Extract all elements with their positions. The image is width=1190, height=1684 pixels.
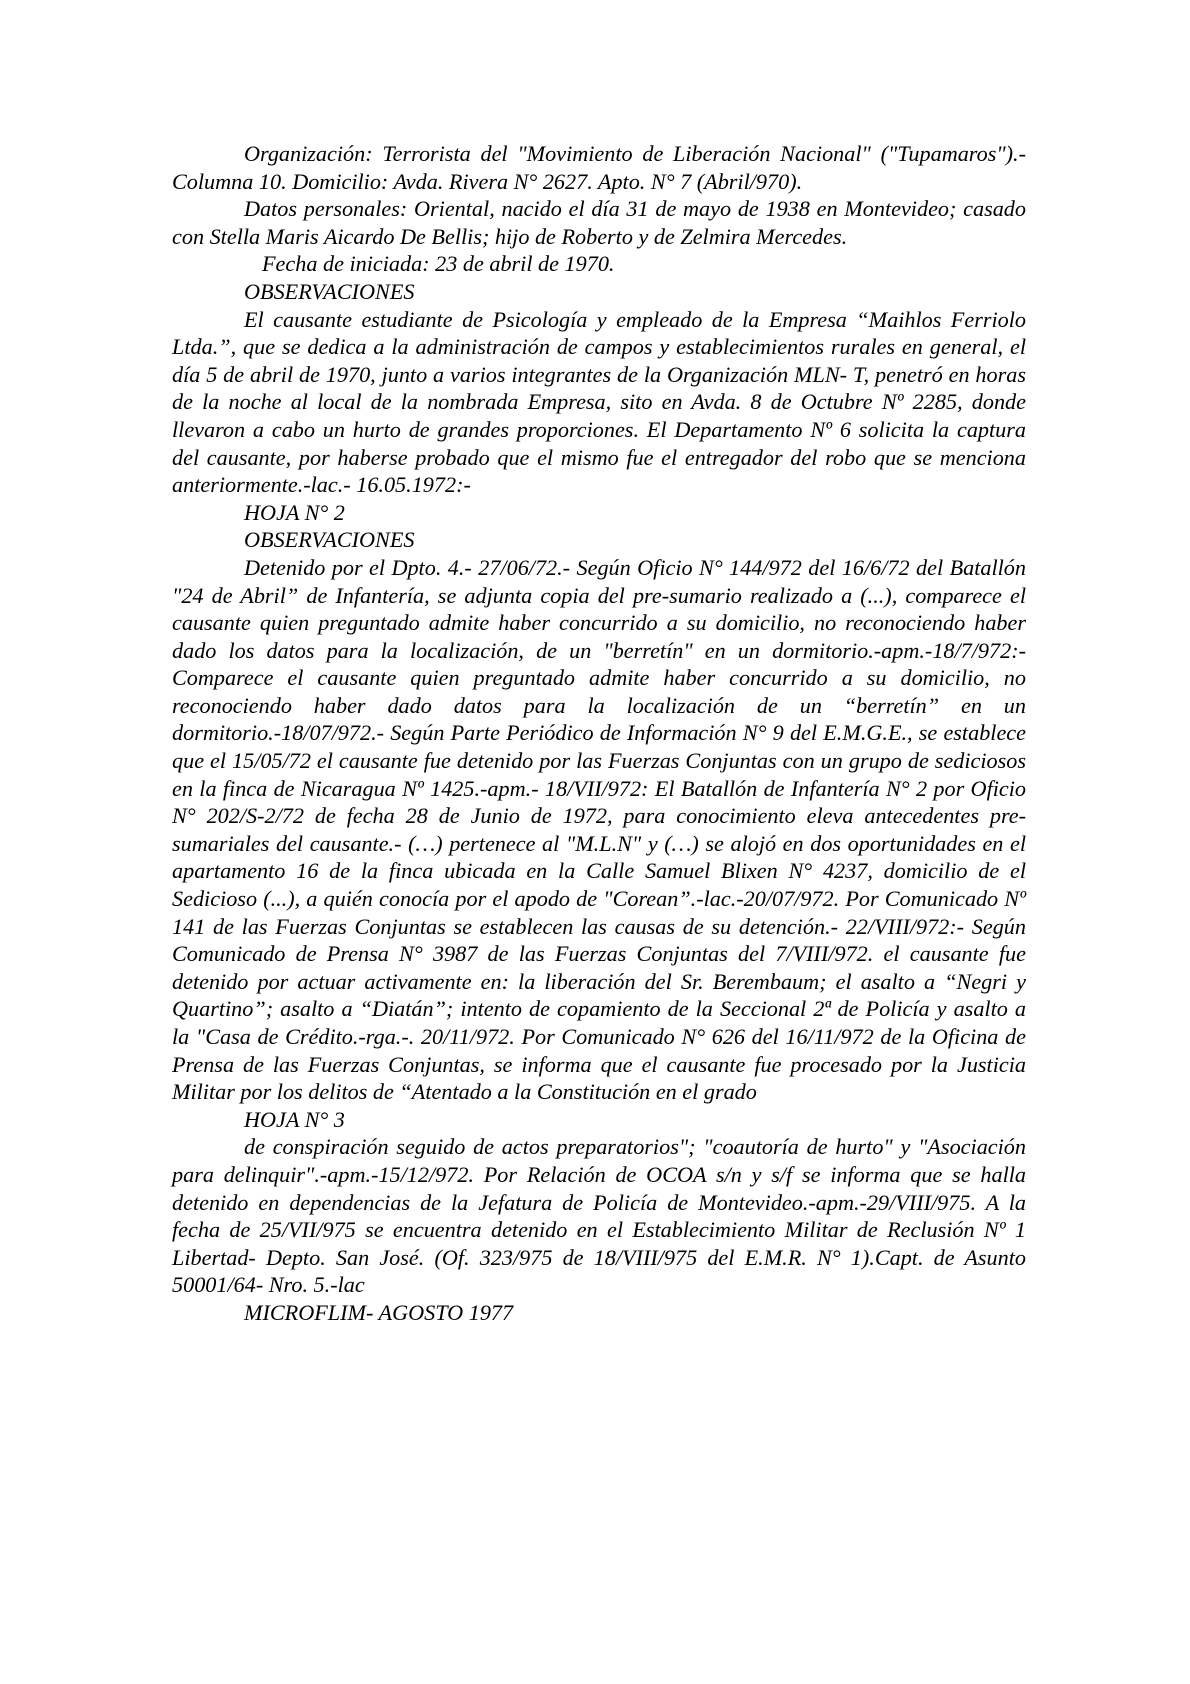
document-page xyxy=(172,140,1026,1327)
observations-heading: OBSERVACIONES xyxy=(244,278,415,304)
personal-data-paragraph: Datos personales: Oriental, nacido el día 31 de mayo de 1938 en Montevideo; casado con Stella Maris Aicardo De Bellis; hijo de Roberto y de Zelmira Mercedes. xyxy=(172,196,1026,249)
continuation-paragraph: de conspiración seguido de actos preparatorios"; "coautoría de hurto" y "Asociación para delinquir".-apm.-15/12/972. Por Relación de OCOA s/n y s/f se informa que se halla detenido en dependencias de la Jefatura de Policía de Montevideo.-apm.-29/VIII/975. A la fecha de 25/VII/975 se encuentra detenido en el Establecimiento Militar de Reclusión Nº 1 Libertad- Depto. San José. (Of. 323/975 de 18/VIII/975 del E.M.R. N° 1).Capt. de Asunto 50001/64- Nro. 5.-lac xyxy=(172,1134,1026,1298)
organization-paragraph: Organización: Terrorista del "Movimiento de Liberación Nacional" ("Tupamaros").- Columna 10. Domicilio: Avda. Rivera N° 2627. Apto. N° 7 (Abril/970). xyxy=(172,141,1026,194)
observations-heading-2: OBSERVACIONES xyxy=(244,527,415,553)
page-3-heading: HOJA N° 3 xyxy=(244,1106,345,1132)
start-date-line: Fecha de iniciada: 23 de abril de 1970. xyxy=(262,251,615,277)
microfilm-line: MICROFLIM- AGOSTO 1977 xyxy=(244,1299,514,1325)
detention-paragraph: Detenido por el Dpto. 4.- 27/06/72.- Según Oficio N° 144/972 del 16/6/72 del Batallón "24 de Abril” de Infantería, se adjunta copia del pre-sumario realizado a (...), comparece el causante quien preguntado admite haber concurrido a su domicilio, no reconociendo haber dado los datos para la localización, de un "berretín" en un dormitorio.-apm.-18/7/972:- Comparece el causante quien preguntado admite haber concurrido a su domicilio, no reconociendo haber dado datos para la localización de un “berretín” en un dormitorio.-18/07/972.- Según Parte Periódico de Información N° 9 del E.M.G.E., se establece que el 15/05/72 el causante fue detenido por las Fuerzas Conjuntas con un grupo de sediciosos en la finca de Nicaragua Nº 1425.-apm.- 18/VII/972: El Batallón de Infantería N° 2 por Oficio N° 202/S-2/72 de fecha 28 de Junio de 1972, para conocimiento eleva antecedentes pre- sumariales del causante.- (…) pertenece al "M.L.N" y (…) se alojó en dos oportunidades en el apartamento 16 de la finca ubicada en la Calle Samuel Blixen N° 4237, domicilio de el Sedicioso (...), a quién conocía por el apodo de "Corean”.-lac.-20/07/972. Por Comunicado Nº 141 de las Fuerzas Conjuntas se establecen las causas de su detención.- 22/VIII/972:- Según Comunicado de Prensa N° 3987 de las Fuerzas Conjuntas del 7/VIII/972. el causante fue detenido por actuar activamente en: la liberación del Sr. Berembaum; el asalto a “Negri y Quartino”; asalto a “Diatán”; intento de copamiento de la Seccional 2ª de Policía y asalto a la "Casa de Crédito.-rga.-. 20/11/972. Por Comunicado N° 626 del 16/11/972 de la Oficina de Prensa de las Fuerzas Conjuntas, se informa que el causante fue procesado por la Justicia Militar por los delitos de “Atentado a la Constitución en el grado xyxy=(172,554,1026,1105)
page-2-heading: HOJA N° 2 xyxy=(244,499,345,525)
observations-paragraph: El causante estudiante de Psicología y empleado de la Empresa “Maihlos Ferriolo Ltda.”, que se dedica a la administración de campos y establecimientos rurales en general, el día 5 de abril de 1970, junto a varios integrantes de la Organización MLN- T, penetró en horas de la noche al local de la nombrada Empresa, sito en Avda. 8 de Octubre Nº 2285, donde llevaron a cabo un hurto de grandes proporciones. El Departamento Nº 6 solicita la captura del causante, por haberse probado que el mismo fue el entregador del robo que se menciona anteriormente.-lac.- 16.05.1972:- xyxy=(172,306,1026,498)
